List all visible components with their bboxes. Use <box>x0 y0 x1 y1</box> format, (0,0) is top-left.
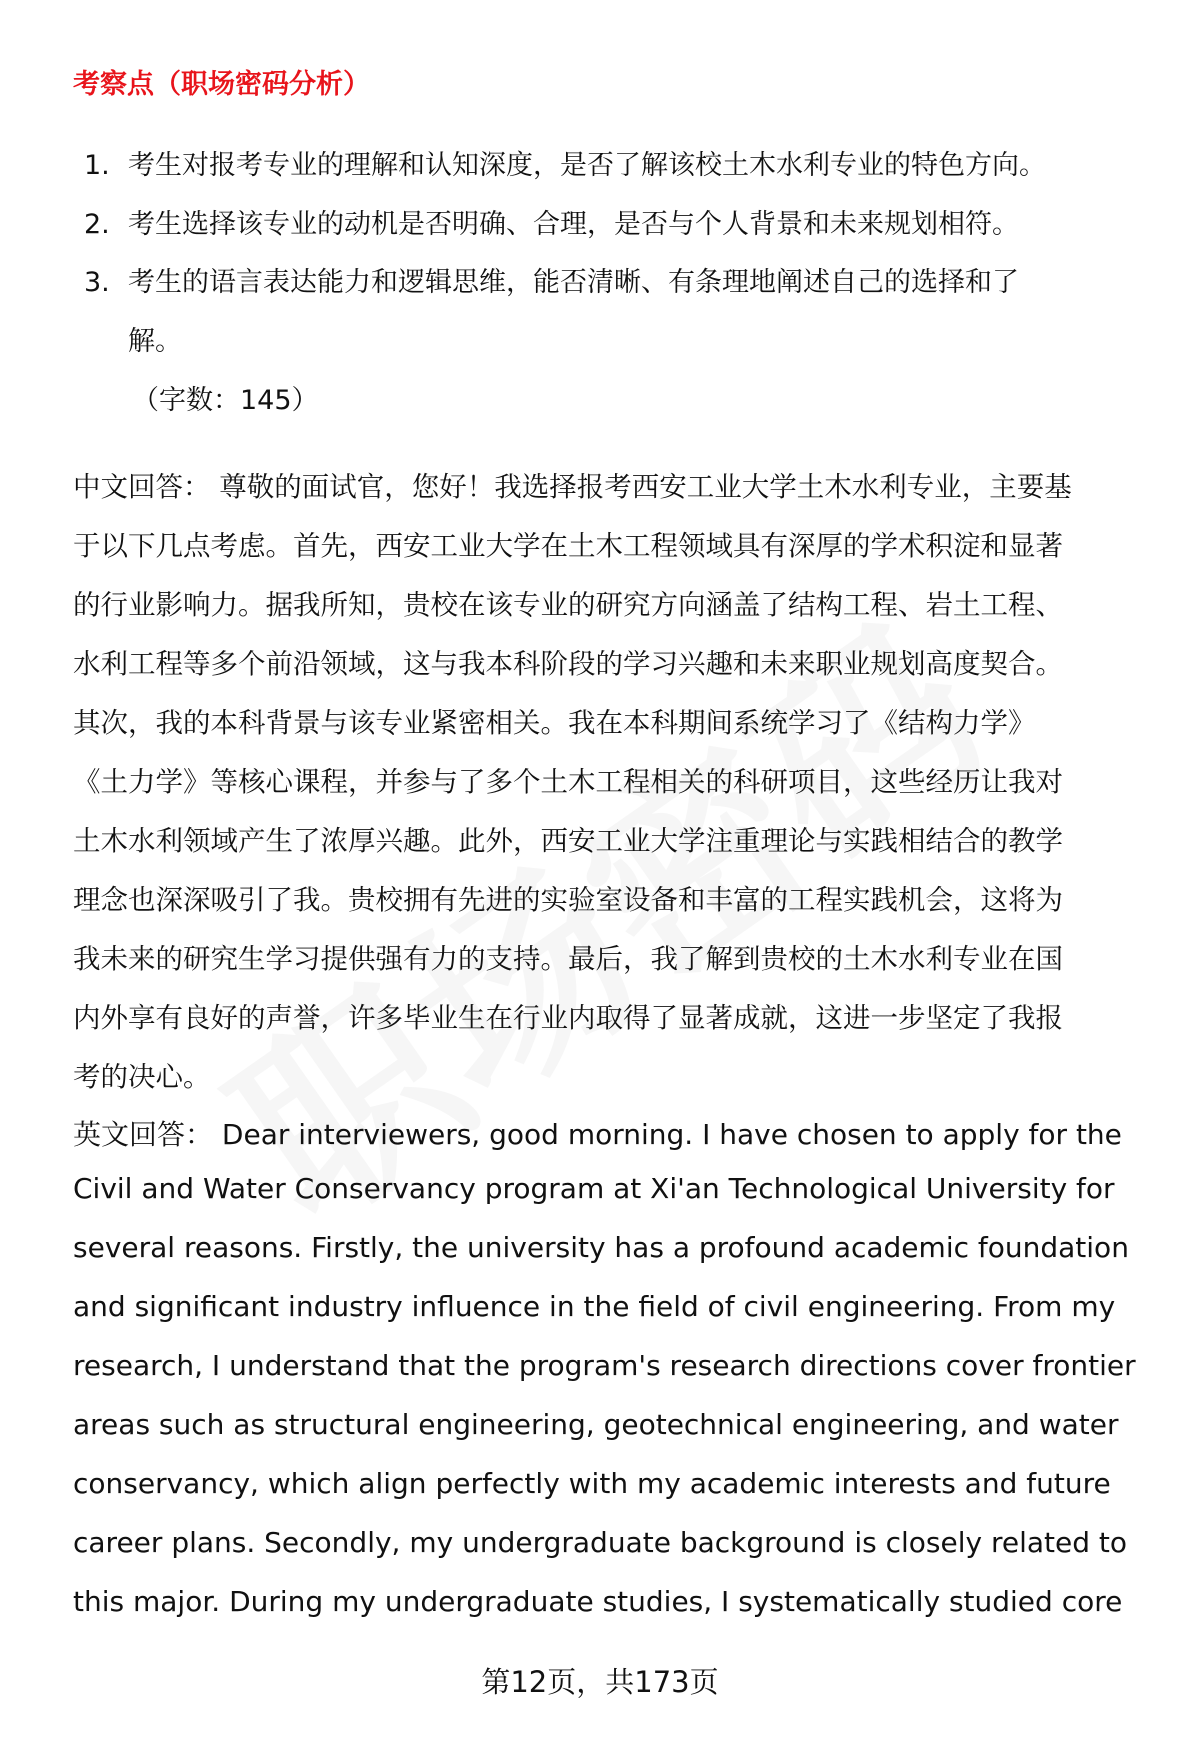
paragraph-line: and significant industry influence in the field of civil engineering. From my <box>73 1290 1116 1323</box>
paragraph-line: 水利工程等多个前沿领域，这与我本科阶段的学习兴趣和未来职业规划高度契合。 <box>73 648 1063 680</box>
paragraph-line: areas such as structural engineering, geotechnical engineering, and water <box>73 1408 1119 1441</box>
paragraph-line: 其次，我的本科背景与该专业紧密相关。我在本科期间系统学习了《结构力学》 <box>73 707 1036 739</box>
point-text: 考生对报考专业的理解和认知深度，是否了解该校土木水利专业的特色方向。 <box>128 150 1046 181</box>
paragraph-line: 内外享有良好的声誉，许多毕业生在行业内取得了显著成就，这进一步坚定了我报 <box>73 1002 1063 1034</box>
paragraph-line: 英文回答： Dear interviewers, good morning. I have chosen to apply for the <box>73 1118 1122 1151</box>
paragraph-line: 土木水利领域产生了浓厚兴趣。此外，西安工业大学注重理论与实践相结合的教学 <box>73 825 1063 857</box>
point-3 <box>84 260 1019 299</box>
paragraph-line: 于以下几点考虑。首先，西安工业大学在土木工程领域具有深厚的学术积淀和显著 <box>73 530 1063 562</box>
paragraph-line: conservancy, which align perfectly with my academic interests and future <box>73 1467 1111 1500</box>
paragraph-line: 《土力学》等核心课程，并参与了多个土木工程相关的科研项目，这些经历让我对 <box>73 766 1063 798</box>
point-number: 1. <box>84 150 110 181</box>
point-number: 2. <box>84 209 110 240</box>
paragraph-line: 考的决心。 <box>73 1061 211 1093</box>
paragraph-line: this major. During my undergraduate studies, I systematically studied core <box>73 1585 1123 1618</box>
paragraph-line: 理念也深深吸引了我。贵校拥有先进的实验室设备和丰富的工程实践机会，这将为 <box>73 884 1063 916</box>
paragraph-line: Civil and Water Conservancy program at Xi'an Technological University for <box>73 1172 1115 1205</box>
point-1 <box>84 143 1046 182</box>
point-3-continued: 解。 <box>128 326 182 357</box>
page-footer: 第12页，共173页 <box>481 1665 719 1699</box>
section-title: 考察点（职场密码分析） <box>73 69 370 100</box>
paragraph-line: research, I understand that the program's research directions cover frontier <box>73 1349 1136 1382</box>
point-2 <box>84 202 1019 241</box>
paragraph-line: 的行业影响力。据我所知，贵校在该专业的研究方向涵盖了结构工程、岩土工程、 <box>73 589 1063 621</box>
point-text: 考生的语言表达能力和逻辑思维，能否清晰、有条理地阐述自己的选择和了 <box>128 267 1019 298</box>
paragraph-line: 中文回答： 尊敬的面试官，您好！我选择报考西安工业大学土木水利专业，主要基 <box>73 471 1072 503</box>
word-count: （字数：145） <box>132 385 319 416</box>
paragraph-line: 我未来的研究生学习提供强有力的支持。最后，我了解到贵校的土木水利专业在国 <box>73 943 1063 975</box>
point-number: 3. <box>84 267 110 298</box>
paragraph-line: career plans. Secondly, my undergraduate background is closely related to <box>73 1526 1128 1559</box>
point-text: 考生选择该专业的动机是否明确、合理，是否与个人背景和未来规划相符。 <box>128 209 1019 240</box>
paragraph-line: several reasons. Firstly, the university has a profound academic foundation <box>73 1231 1129 1264</box>
